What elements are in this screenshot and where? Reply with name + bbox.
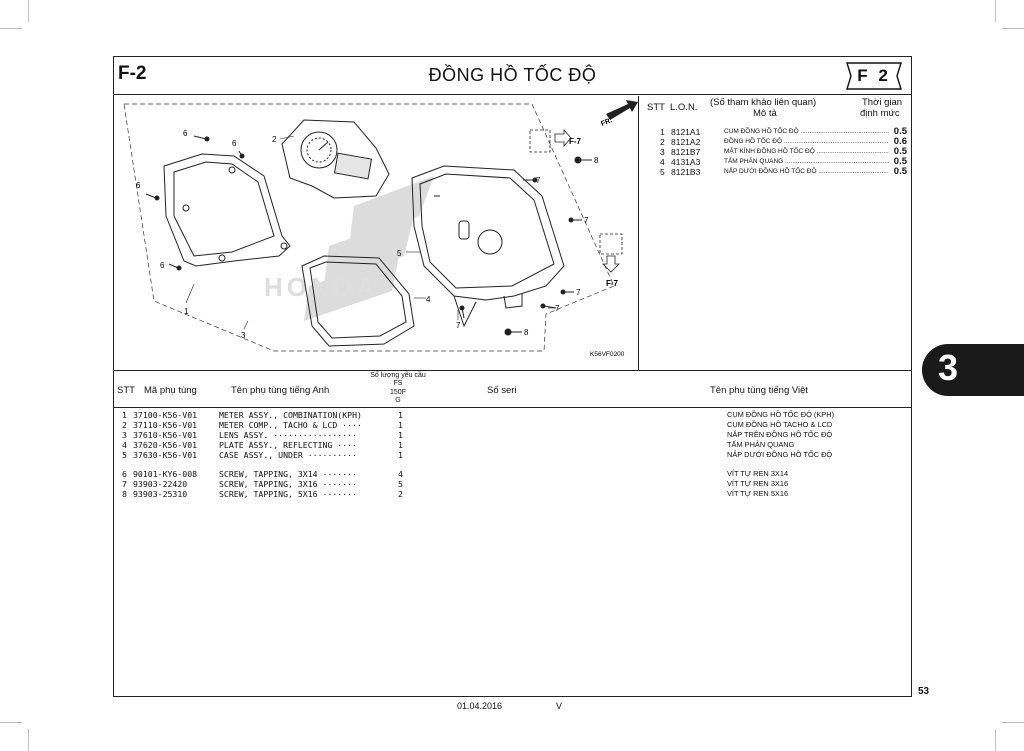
labor-row: [640, 127, 911, 137]
part-stt: 4: [122, 440, 127, 450]
callout-6: 6: [136, 181, 141, 190]
parts-row: [114, 420, 911, 430]
part-name-vi: TẤM PHẢN QUANG: [727, 440, 795, 449]
part-name-en: CASE ASSY., UNDER ··········: [219, 450, 358, 460]
labor-code: 8121A2: [671, 137, 701, 147]
part-qty: 2: [398, 489, 403, 499]
part-number: 37630-K56-V01: [133, 450, 198, 460]
part-qty: 4: [398, 469, 403, 479]
parts-row: [114, 430, 911, 440]
ref-box-bottom: [600, 234, 622, 272]
part-stt: 2: [122, 420, 127, 430]
labor-time: 0.5: [893, 126, 907, 137]
labor-row: [640, 157, 911, 167]
part-stt: 8: [122, 489, 127, 499]
labor-desc: ĐỒNG HỒ TỐC ĐỘ .....: [724, 137, 889, 147]
labor-time: 0.6: [893, 136, 907, 147]
callout-7: 7: [456, 321, 461, 330]
labor-time: 0.5: [893, 166, 907, 177]
labor-code: 8121A1: [671, 127, 701, 137]
labor-header-time: Thời gian: [862, 97, 903, 108]
labor-row: [640, 167, 911, 177]
labor-row: [640, 147, 911, 157]
labor-time-table: [640, 96, 911, 370]
ref-box-top: [530, 130, 571, 152]
crop-mark: [995, 729, 996, 751]
part-name-en: LENS ASSY. ·················: [219, 430, 358, 440]
labor-time: 0.5: [893, 156, 907, 167]
parts-row: [114, 479, 911, 489]
labor-code: 4131A3: [671, 157, 701, 167]
part-number: 37100-K56-V01: [133, 410, 198, 420]
chapter-number: 3: [938, 347, 959, 388]
labor-desc: CỤM ĐỒNG HỒ TỐC ĐỘ .....: [724, 127, 889, 137]
callout-4: 4: [426, 295, 431, 304]
crop-mark: [28, 729, 29, 751]
part-name-en: METER COMP., TACHO & LCD ····: [219, 420, 362, 430]
parts-row: [114, 489, 911, 499]
catalog-page-frame: [113, 56, 912, 697]
parts-header-qty: [366, 372, 430, 405]
part-2-meter: [282, 120, 389, 198]
part-qty: 1: [398, 410, 403, 420]
part-qty: 1: [398, 440, 403, 450]
part-name-vi: CỤM ĐỒNG HỒ TỐC ĐỘ (KPH): [727, 410, 835, 419]
front-direction-arrow: [606, 100, 638, 120]
labor-stt: 2: [660, 137, 665, 147]
crop-mark: [995, 0, 996, 22]
callout-1: 1: [184, 307, 189, 316]
callout-7: 7: [576, 288, 581, 297]
callout-7: 7: [555, 304, 560, 313]
page-number: 53: [918, 686, 930, 697]
labor-desc: TẤM PHẢN QUANG .....: [724, 157, 889, 167]
part-qty: 1: [398, 430, 403, 440]
labor-code: 8121B3: [671, 167, 701, 177]
parts-header-stt: STT: [117, 385, 135, 396]
labor-stt: 1: [660, 127, 665, 137]
part-stt: 6: [122, 469, 127, 479]
part-name-vi: NẮP TRÊN ĐỒNG HỒ TỐC ĐỘ: [727, 430, 833, 439]
part-name-vi: CỤM ĐỒNG HỒ TACHO & LCD: [727, 420, 833, 429]
parts-row: [114, 440, 911, 450]
parts-row: [114, 450, 911, 460]
part-number: 37110-K56-V01: [133, 420, 198, 430]
labor-time: 0.5: [893, 146, 907, 157]
footer-version: V: [556, 701, 563, 711]
callout-6: 6: [183, 129, 188, 138]
part-name-en: SCREW, TAPPING, 5X16 ·······: [219, 489, 358, 499]
part-number: 37610-K56-V01: [133, 430, 198, 440]
callout-3: 3: [241, 331, 246, 340]
honda-watermark-text: HONDA: [264, 272, 380, 302]
callout-8: 8: [594, 156, 599, 165]
labor-row: [640, 137, 911, 147]
part-name-en: SCREW, TAPPING, 3X14 ·······: [219, 469, 358, 479]
part-stt: 3: [122, 430, 127, 440]
labor-header-stt: STT: [647, 102, 665, 113]
part-name-en: SCREW, TAPPING, 3X16 ·······: [219, 479, 358, 489]
labor-header-time-unit: định mức: [860, 108, 900, 119]
labor-header-ref: (Số tham khảo liên quan): [710, 97, 817, 108]
part-name-en: PLATE ASSY., REFLECTING ····: [219, 440, 358, 450]
crop-mark: [1002, 722, 1024, 723]
diagram-code: K56VF0200: [590, 351, 625, 358]
front-direction-label: FR.: [600, 117, 614, 128]
part-stt: 7: [122, 479, 127, 489]
crop-mark: [0, 722, 22, 723]
part-name-en: METER ASSY., COMBINATION(KPH): [219, 410, 362, 420]
part-qty: 1: [398, 420, 403, 430]
badge-text: F 2: [857, 66, 891, 85]
page-title: ĐỒNG HỒ TỐC ĐỘ: [428, 65, 597, 85]
callout-2: 2: [272, 135, 277, 144]
qty-header-model-1: FS: [393, 380, 403, 388]
part-number: 37620-K56-V01: [133, 440, 198, 450]
qty-header-model-2: 150F: [390, 388, 406, 396]
part-number: 93903-25310: [133, 489, 188, 499]
part-name-vi: VÍT TỰ REN 5X16: [727, 489, 789, 498]
parts-header-part-no: Mã phụ tùng: [144, 385, 197, 396]
parts-row: [114, 410, 911, 420]
parts-header-name-vi: Tên phụ tùng tiếng Việt: [710, 385, 809, 396]
crop-mark: [0, 28, 22, 29]
chapter-tab: [922, 344, 1024, 396]
labor-rows: [640, 127, 911, 177]
part-name-vi: NẮP DƯỚI ĐỒNG HỒ TỐC ĐỘ: [727, 450, 833, 459]
part-stt: 5: [122, 450, 127, 460]
qty-header-label: Số lượng yêu cầu: [370, 372, 426, 379]
crop-mark: [1002, 28, 1024, 29]
section-code: F-2: [118, 63, 147, 84]
callout-6: 6: [232, 139, 237, 148]
ref-label-top: F-7: [569, 137, 581, 146]
parts-header-name-en: Tên phụ tùng tiếng Anh: [231, 385, 330, 396]
section-badge: [841, 61, 907, 91]
title-row: [114, 57, 911, 95]
part-1-cover: [164, 154, 290, 266]
part-number: 90101-KY6-008: [133, 469, 198, 479]
part-qty: 1: [398, 450, 403, 460]
exploded-diagram: [114, 96, 639, 370]
qty-header-model-3: G: [395, 396, 401, 404]
part-name-vi: VÍT TỰ REN 3X14: [727, 469, 789, 478]
footer-date: 01.04.2016: [457, 701, 503, 711]
callout-8: 8: [524, 328, 529, 337]
callout-6: 6: [160, 261, 165, 270]
parts-row: [114, 469, 911, 479]
labor-desc: NẮP DƯỚI ĐỒNG HỒ TỐC ĐỘ .....: [724, 167, 889, 177]
labor-desc: MẶT KÍNH ĐỒNG HỒ TỐC ĐỘ .....: [724, 147, 889, 157]
labor-header-lon: L.O.N.: [670, 102, 698, 113]
crop-mark: [28, 0, 29, 22]
callout-7: 7: [584, 216, 589, 225]
parts-header-serial: Số seri: [487, 385, 517, 396]
labor-stt: 3: [660, 147, 665, 157]
labor-stt: 4: [660, 157, 665, 167]
part-name-vi: VÍT TỰ REN 3X16: [727, 479, 789, 488]
part-number: 93903-22420: [133, 479, 188, 489]
part-stt: 1: [122, 410, 127, 420]
callout-7: 7: [536, 176, 541, 185]
parts-list-header: [114, 370, 911, 408]
labor-stt: 5: [660, 167, 665, 177]
part-5-under-case: [412, 166, 564, 326]
ref-label-bottom: F-7: [606, 279, 618, 288]
labor-header-desc: Mô tả: [753, 108, 777, 119]
part-qty: 5: [398, 479, 403, 489]
callout-5: 5: [397, 249, 402, 258]
labor-code: 8121B7: [671, 147, 701, 157]
